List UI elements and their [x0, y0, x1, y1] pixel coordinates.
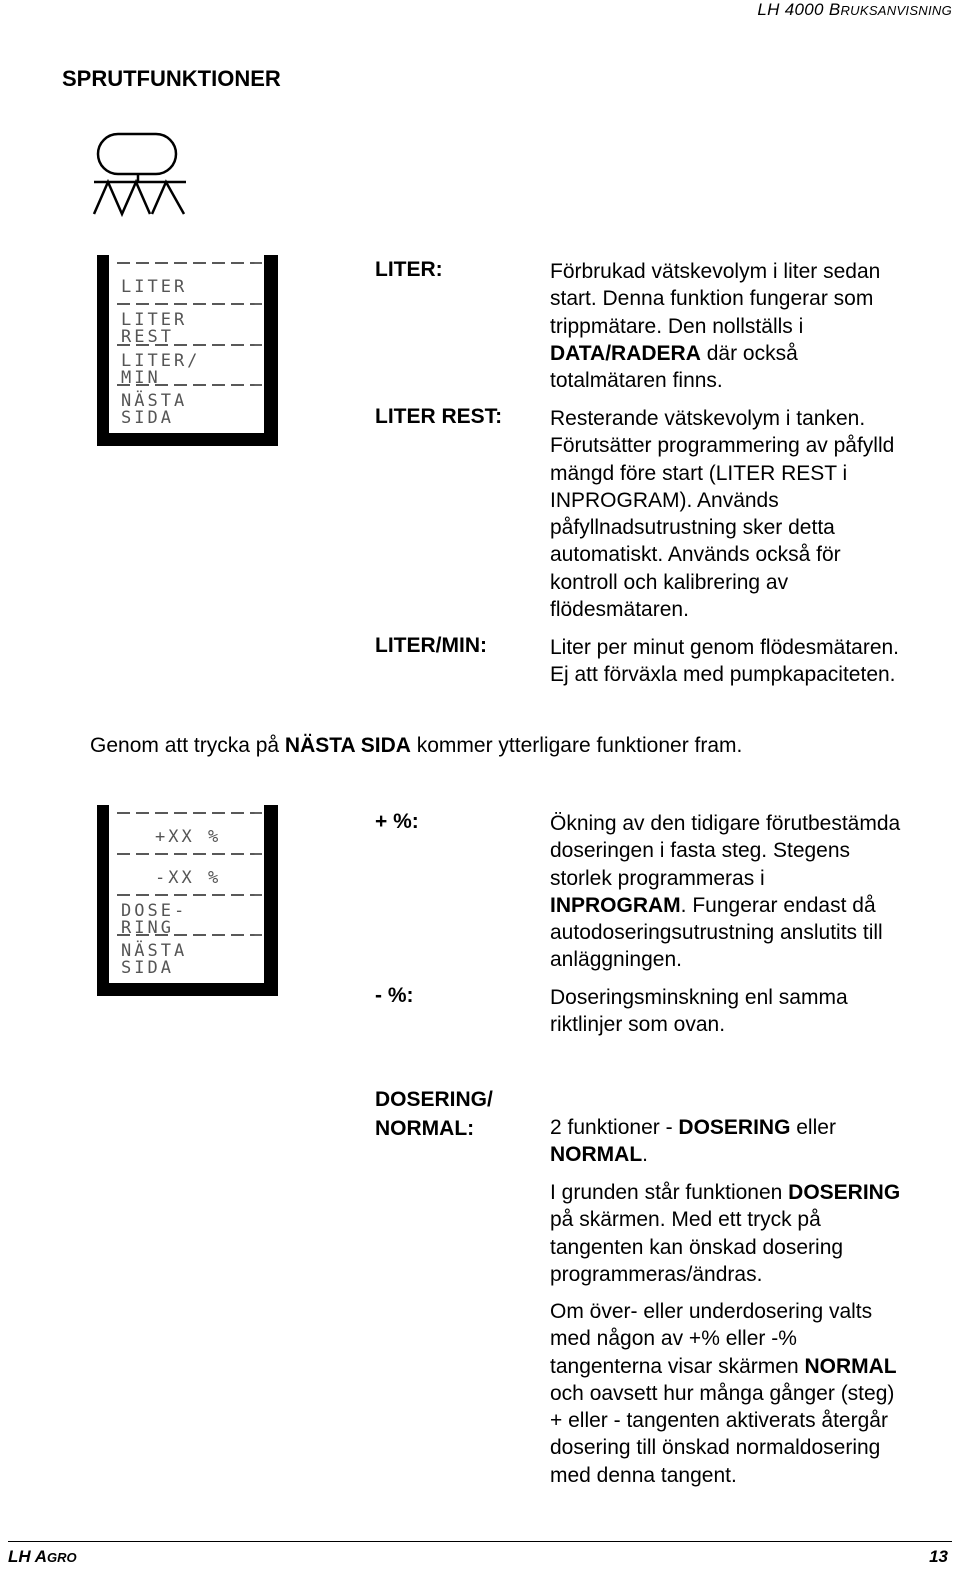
label-plus-percent: + %:	[375, 810, 419, 833]
text-line: Doseringsminskning enl samma	[550, 986, 848, 1009]
text-line: med denna tangent.	[550, 1463, 737, 1487]
page-number: 13	[929, 1547, 948, 1566]
desc-dosering-p2	[550, 1179, 960, 1288]
text-line: autodoseringsutrustning anslutits till	[550, 921, 883, 945]
text-line: på skärmen. Med ett tryck på	[550, 1208, 821, 1232]
text-line: Förbrukad vätskevolym i liter sedan	[550, 260, 881, 283]
text-line: start. Denna funktion fungerar som	[550, 287, 874, 311]
text-line: dosering till önskad normaldosering	[550, 1436, 881, 1460]
desc-dosering-p1	[550, 1114, 960, 1169]
sprayer-tank-icon	[90, 128, 190, 220]
text-line: + eller - tangenten aktiverats återgår	[550, 1409, 888, 1433]
header-smallcaps: RUKSANVISNING	[840, 3, 952, 18]
text-line: Förutsätter programmering av påfylld	[550, 434, 895, 458]
text-line: INPROGRAM. Fungerar endast då	[550, 893, 876, 917]
label-minus-percent: - %:	[375, 984, 414, 1007]
section-title: SPRUTFUNKTIONER	[62, 66, 281, 91]
desc-liter	[550, 258, 960, 394]
desc-dosering-p3	[550, 1298, 960, 1489]
display-row-text: -XX %	[155, 868, 222, 888]
intro-before: Genom att trycka på	[90, 734, 285, 757]
display-row-text: +XX %	[155, 827, 222, 847]
display-row-text: REST	[121, 327, 174, 347]
text-line: riktlinjer som ovan.	[550, 1013, 726, 1037]
desc-liter-min	[550, 634, 960, 689]
text-line: automatiskt. Används också för	[550, 543, 841, 567]
text-line: flödesmätaren.	[550, 598, 689, 622]
label-dosering-line1: DOSERING/	[375, 1088, 493, 1111]
text-line: DATA/RADERA där också	[550, 341, 798, 365]
desc-minus-percent	[550, 984, 960, 1039]
text-line: påfyllnadsutrustning sker detta	[550, 516, 835, 540]
text-line: kontroll och kalibrering av	[550, 570, 789, 594]
label-dosering-line2: NORMAL:	[375, 1117, 475, 1140]
footer-brand-smallcaps: GRO	[47, 1550, 77, 1565]
footer-brand-prefix: LH A	[8, 1547, 48, 1566]
display-row-text: LITER	[121, 310, 188, 330]
text-line: Ej att förväxla med pumpkapaciteten.	[550, 663, 896, 687]
text-line: Resterande vätskevolym i tanken.	[550, 407, 866, 430]
label-liter-rest: LITER REST:	[375, 405, 503, 428]
label-liter-min: LITER/MIN:	[375, 634, 487, 657]
text-line: NORMAL.	[550, 1143, 648, 1167]
text-line: storlek programmeras i	[550, 866, 765, 890]
footer-brand	[8, 1547, 77, 1567]
intro-bold: NÄSTA SIDA	[284, 734, 411, 757]
text-line: 2 funktioner - DOSERING eller	[550, 1116, 836, 1139]
text-line: Ökning av den tidigare förutbestämda	[550, 812, 901, 835]
text-line: anläggningen.	[550, 948, 682, 972]
display-panel-liter	[97, 255, 279, 447]
label-liter: LITER:	[375, 258, 443, 281]
text-line: och oavsett hur många gånger (steg)	[550, 1381, 895, 1405]
text-line: INPROGRAM). Används	[550, 488, 779, 512]
display-row-text: RING	[121, 918, 174, 938]
display-row-text: NÄSTA	[121, 941, 188, 961]
display-row-text: LITER/	[121, 351, 201, 371]
desc-liter-rest	[550, 405, 960, 623]
header-prefix: LH 4000 B	[757, 0, 841, 19]
text-line: trippmätare. Den nollställs i	[550, 314, 804, 338]
desc-plus-percent	[550, 810, 960, 974]
text-line: doseringen i fasta steg. Stegens	[550, 839, 851, 863]
text-line: med någon av +% eller -%	[550, 1327, 797, 1351]
display-row-text: LITER	[121, 277, 188, 297]
display-row-text: NÄSTA	[121, 391, 188, 411]
text-line: programmeras/ändras.	[550, 1262, 763, 1286]
text-line: mängd före start (LITER REST i	[550, 461, 848, 485]
intro-after: kommer ytterligare funktioner fram.	[410, 734, 743, 757]
intro-sentence	[90, 734, 742, 758]
footer-divider	[8, 1541, 952, 1542]
label-dosering-normal	[375, 1085, 493, 1143]
text-line: Om över- eller underdosering valts	[550, 1300, 873, 1323]
page-header	[757, 0, 952, 20]
display-row-text: DOSE-	[121, 901, 188, 921]
display-row-text: SIDA	[121, 408, 174, 428]
display-row-text: MIN	[121, 368, 161, 388]
text-line: Liter per minut genom flödesmätaren.	[550, 636, 900, 659]
text-line: I grunden står funktionen DOSERING	[550, 1181, 901, 1204]
text-line: tangenterna visar skärmen NORMAL	[550, 1354, 897, 1378]
text-line: tangenten kan önskad dosering	[550, 1235, 844, 1259]
text-line: totalmätaren finns.	[550, 369, 723, 393]
display-row-text: SIDA	[121, 958, 174, 978]
display-panel-dosering	[97, 805, 279, 997]
